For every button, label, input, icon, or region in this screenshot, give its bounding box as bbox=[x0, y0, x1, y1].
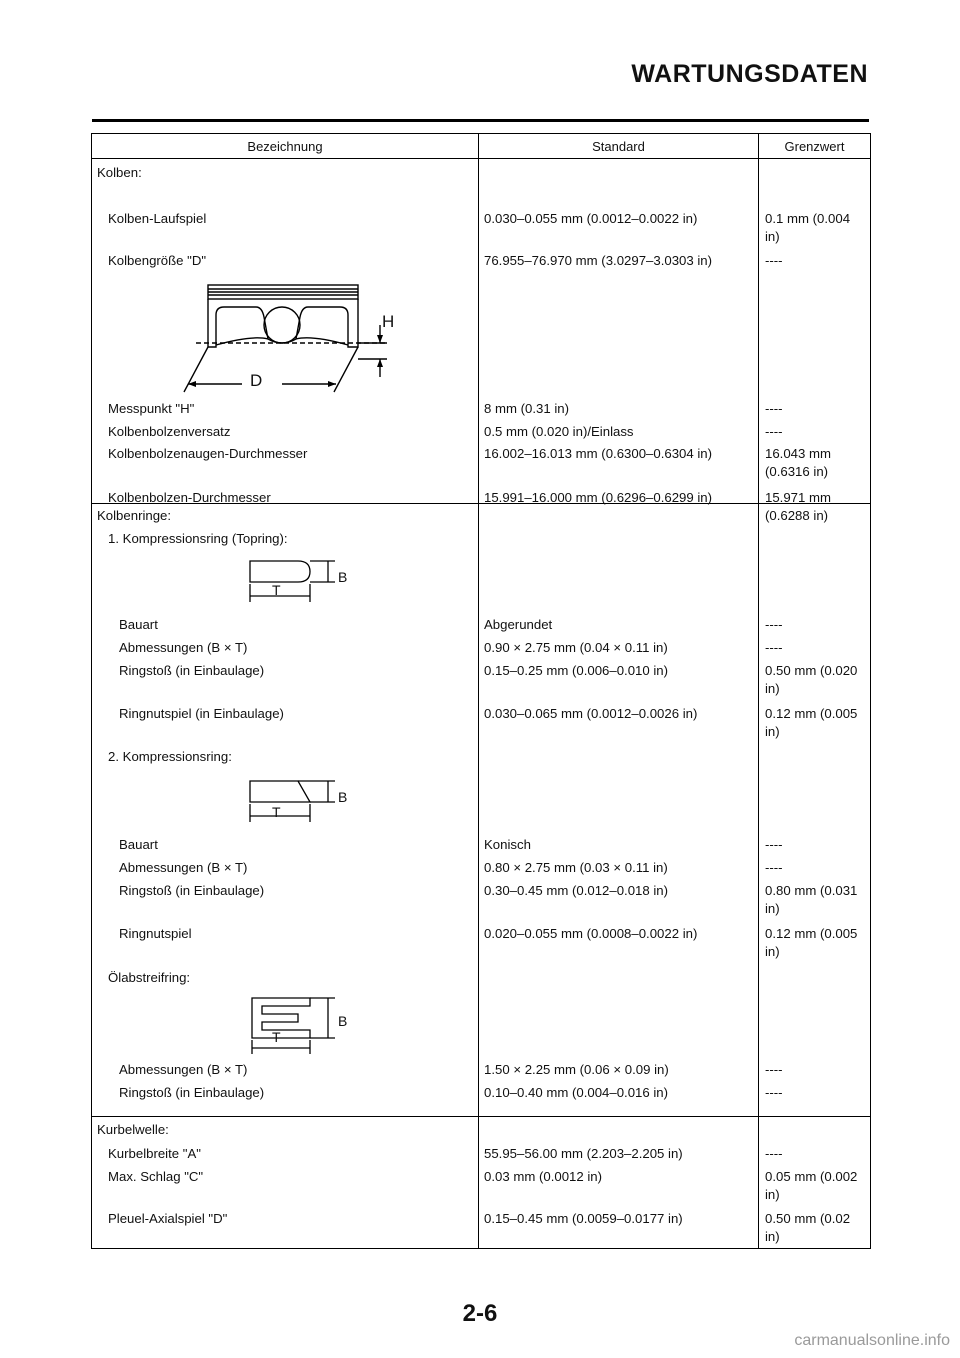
ring2-diagram bbox=[240, 776, 340, 826]
row-limit: 15.971 mm (0.6288 in) bbox=[765, 490, 831, 523]
page-title: WARTUNGSDATEN bbox=[631, 60, 868, 88]
row-name: Kolbenbolzenversatz bbox=[108, 424, 231, 439]
row-standard: Abgerundet bbox=[484, 617, 553, 632]
row-name: Abmessungen (B × T) bbox=[119, 860, 248, 875]
table-header bbox=[92, 134, 870, 159]
row-limit: 0.12 mm (0.005 in) bbox=[765, 926, 858, 959]
column-header-grenzwert: Grenzwert bbox=[784, 138, 845, 154]
row-limit: 0.05 mm (0.002 in) bbox=[765, 1169, 858, 1202]
row-standard: 0.15–0.45 mm (0.0059–0.0177 in) bbox=[484, 1211, 683, 1226]
row-standard: 76.955–76.970 mm (3.0297–3.0303 in) bbox=[484, 253, 713, 268]
column-header-bezeichnung: Bezeichnung bbox=[92, 134, 479, 158]
row-name: Messpunkt "H" bbox=[108, 401, 195, 416]
row-name: Bauart bbox=[119, 837, 158, 852]
row-name: Ringstoß (in Einbaulage) bbox=[119, 663, 265, 678]
subsection-title: 2. Kompressionsring: bbox=[108, 749, 232, 764]
section-title: Kurbelwelle: bbox=[97, 1122, 169, 1137]
row-limit: 0.50 mm (0.020 in) bbox=[765, 663, 858, 696]
oil-ring-diagram bbox=[240, 992, 340, 1058]
oil-ring-label-t: T bbox=[272, 1029, 281, 1045]
row-limit: ---- bbox=[765, 401, 783, 416]
subsection-title: Ölabstreifring: bbox=[108, 970, 191, 985]
row-standard: 0.90 × 2.75 mm (0.04 × 0.11 in) bbox=[484, 640, 668, 655]
page-number: 2-6 bbox=[462, 1300, 498, 1327]
row-limit: ---- bbox=[765, 1146, 783, 1161]
row-standard: 0.030–0.065 mm (0.0012–0.0026 in) bbox=[484, 706, 698, 721]
row-limit: ---- bbox=[765, 860, 783, 875]
oil-ring-label-b: B bbox=[338, 1013, 348, 1029]
row-standard: 0.15–0.25 mm (0.006–0.010 in) bbox=[484, 663, 669, 678]
row-name: Max. Schlag "C" bbox=[108, 1169, 204, 1184]
section-title: Kolben: bbox=[97, 165, 142, 180]
row-name: Bauart bbox=[119, 617, 158, 632]
row-standard: 8 mm (0.31 in) bbox=[484, 401, 570, 416]
row-standard: 0.5 mm (0.020 in)/Einlass bbox=[484, 424, 634, 439]
ring1-label-b: B bbox=[338, 569, 348, 585]
row-standard: 16.002–16.013 mm (0.6300–0.6304 in) bbox=[484, 446, 713, 461]
row-standard: Konisch bbox=[484, 837, 531, 852]
row-name: Kolben-Laufspiel bbox=[108, 211, 207, 226]
row-name: Kolbengröße "D" bbox=[108, 253, 207, 268]
row-limit: ---- bbox=[765, 617, 783, 632]
row-limit: ---- bbox=[765, 1085, 783, 1100]
row-name: Pleuel-Axialspiel "D" bbox=[108, 1211, 228, 1226]
column-header-standard: Standard bbox=[479, 134, 759, 158]
section-kolbenringe bbox=[92, 504, 870, 1117]
row-name: Ringstoß (in Einbaulage) bbox=[119, 883, 265, 898]
row-limit: ---- bbox=[765, 253, 783, 268]
diagram-label-d: D bbox=[250, 371, 263, 390]
row-name: Ringstoß (in Einbaulage) bbox=[119, 1085, 265, 1100]
subsection-title: 1. Kompressionsring (Topring): bbox=[108, 531, 288, 546]
row-standard: 0.03 mm (0.0012 in) bbox=[484, 1169, 603, 1184]
row-standard: 0.020–0.055 mm (0.0008–0.0022 in) bbox=[484, 926, 698, 941]
row-standard: 0.030–0.055 mm (0.0012–0.0022 in) bbox=[484, 211, 698, 226]
row-standard: 0.30–0.45 mm (0.012–0.018 in) bbox=[484, 883, 669, 898]
spec-table bbox=[91, 133, 871, 1249]
ring2-label-t: T bbox=[272, 804, 281, 820]
row-limit: ---- bbox=[765, 640, 783, 655]
row-limit: ---- bbox=[765, 1062, 783, 1077]
row-name: Ringnutspiel (in Einbaulage) bbox=[119, 706, 284, 721]
section-kurbelwelle bbox=[92, 1117, 870, 1248]
row-name: Kolbenbolzen-Durchmesser bbox=[108, 490, 271, 505]
piston-diagram bbox=[172, 277, 402, 395]
ring1-label-t: T bbox=[272, 582, 281, 598]
row-name: Abmessungen (B × T) bbox=[119, 640, 248, 655]
ring2-label-b: B bbox=[338, 789, 348, 805]
watermark: carmanualsonline.info bbox=[794, 1332, 950, 1349]
row-limit: ---- bbox=[765, 424, 783, 439]
diagram-label-h: H bbox=[382, 312, 395, 331]
row-standard: 0.80 × 2.75 mm (0.03 × 0.11 in) bbox=[484, 860, 668, 875]
title-rule bbox=[92, 119, 869, 122]
row-limit: 0.12 mm (0.005 in) bbox=[765, 706, 858, 739]
row-limit: 0.50 mm (0.02 in) bbox=[765, 1211, 851, 1244]
row-limit: ---- bbox=[765, 837, 783, 852]
ring1-diagram bbox=[240, 556, 340, 606]
row-limit: 0.1 mm (0.004 in) bbox=[765, 211, 851, 244]
row-limit: 0.80 mm (0.031 in) bbox=[765, 883, 858, 916]
row-limit: 16.043 mm (0.6316 in) bbox=[765, 446, 831, 479]
row-name: Abmessungen (B × T) bbox=[119, 1062, 248, 1077]
row-standard: 1.50 × 2.25 mm (0.06 × 0.09 in) bbox=[484, 1062, 669, 1077]
row-name: Ringnutspiel bbox=[119, 926, 192, 941]
row-standard: 55.95–56.00 mm (2.203–2.205 in) bbox=[484, 1146, 683, 1161]
row-standard: 15.991–16.000 mm (0.6296–0.6299 in) bbox=[484, 490, 713, 505]
row-name: Kolbenbolzenaugen-Durchmesser bbox=[108, 446, 308, 461]
row-standard: 0.10–0.40 mm (0.004–0.016 in) bbox=[484, 1085, 669, 1100]
section-title: Kolbenringe: bbox=[97, 508, 172, 523]
row-name: Kurbelbreite "A" bbox=[108, 1146, 201, 1161]
